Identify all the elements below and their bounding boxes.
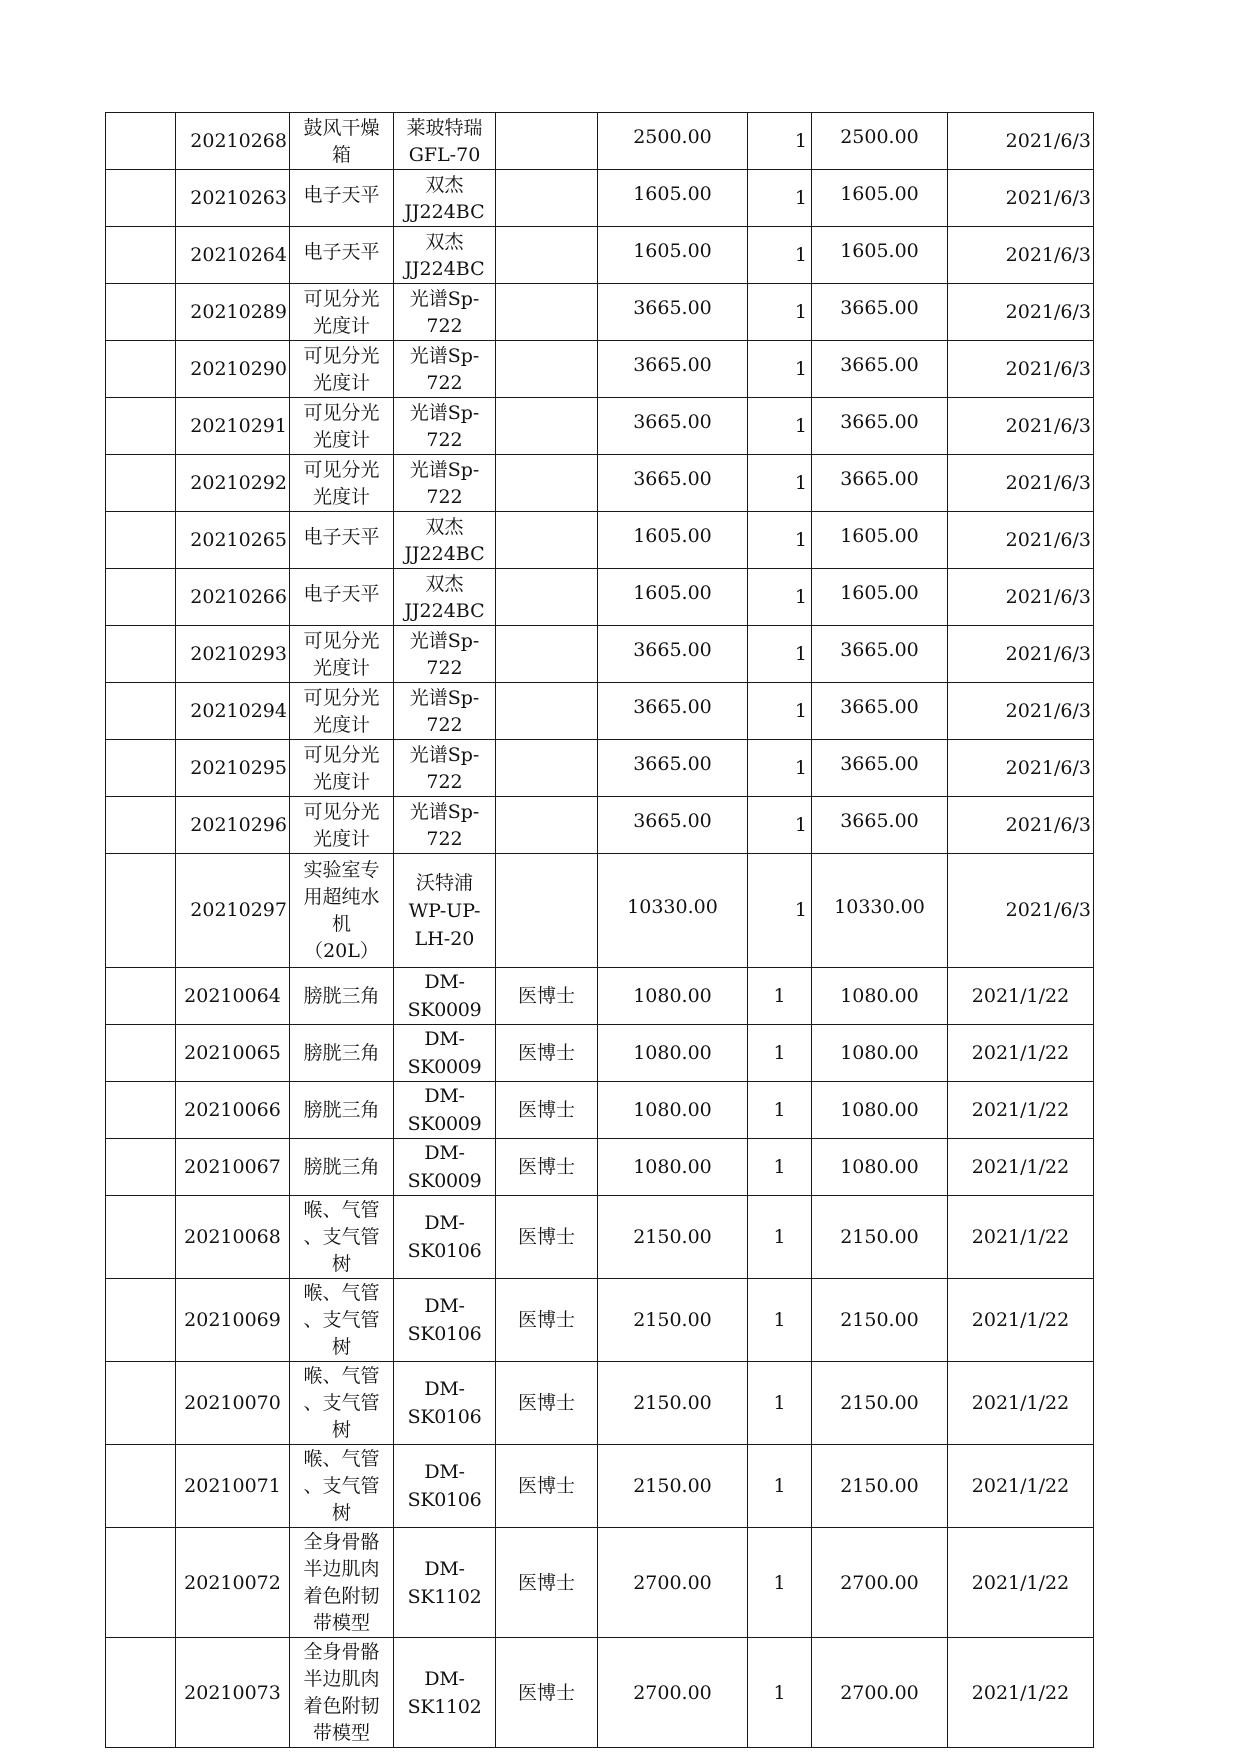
seq-cell bbox=[106, 797, 176, 854]
seq-cell bbox=[106, 854, 176, 968]
unit-price-cell: 1605.00 bbox=[598, 569, 748, 626]
model-cell: 光谱Sp- 722 bbox=[394, 683, 496, 740]
seq-cell bbox=[106, 683, 176, 740]
model-cell: 双杰 JJ224BC bbox=[394, 227, 496, 284]
maker-cell bbox=[496, 740, 598, 797]
unit-price-cell: 1605.00 bbox=[598, 512, 748, 569]
seq-cell bbox=[106, 1445, 176, 1528]
item-name-cell: 可见分光 光度计 bbox=[290, 455, 394, 512]
unit-price-cell: 2150.00 bbox=[598, 1196, 748, 1279]
item-name-cell: 膀胱三角 bbox=[290, 1082, 394, 1139]
table-row bbox=[106, 1279, 1094, 1362]
item-name-cell: 电子天平 bbox=[290, 227, 394, 284]
unit-price-cell: 2150.00 bbox=[598, 1445, 748, 1528]
seq-cell bbox=[106, 1082, 176, 1139]
amount-cell: 2700.00 bbox=[812, 1638, 948, 1748]
seq-cell bbox=[106, 968, 176, 1025]
table-row bbox=[106, 1196, 1094, 1279]
maker-cell bbox=[496, 854, 598, 968]
table-row bbox=[106, 512, 1094, 569]
purchase-date-cell: 2021/6/3 bbox=[948, 854, 1094, 968]
table-row bbox=[106, 740, 1094, 797]
model-cell: 光谱Sp- 722 bbox=[394, 455, 496, 512]
purchase-date-cell: 2021/6/3 bbox=[948, 170, 1094, 227]
amount-cell: 2150.00 bbox=[812, 1362, 948, 1445]
item-name-cell: 可见分光 光度计 bbox=[290, 284, 394, 341]
asset-id-cell: 20210292 bbox=[176, 455, 290, 512]
amount-cell: 10330.00 bbox=[812, 854, 948, 968]
amount-cell: 1080.00 bbox=[812, 1082, 948, 1139]
item-name-cell: 喉、气管 、支气管 树 bbox=[290, 1445, 394, 1528]
table-row bbox=[106, 227, 1094, 284]
seq-cell bbox=[106, 1362, 176, 1445]
seq-cell bbox=[106, 1196, 176, 1279]
quantity-cell: 1 bbox=[748, 797, 812, 854]
table-row bbox=[106, 626, 1094, 683]
asset-id-cell: 20210064 bbox=[176, 968, 290, 1025]
model-cell: DM-SK1102 bbox=[394, 1638, 496, 1748]
model-cell: 光谱Sp- 722 bbox=[394, 626, 496, 683]
asset-id-cell: 20210293 bbox=[176, 626, 290, 683]
maker-cell: 医博士 bbox=[496, 1445, 598, 1528]
item-name-cell: 可见分光 光度计 bbox=[290, 398, 394, 455]
model-cell: 沃特浦 WP-UP- LH-20 bbox=[394, 854, 496, 968]
table-row bbox=[106, 113, 1094, 170]
asset-id-cell: 20210067 bbox=[176, 1139, 290, 1196]
maker-cell: 医博士 bbox=[496, 1638, 598, 1748]
table-row bbox=[106, 683, 1094, 740]
amount-cell: 3665.00 bbox=[812, 740, 948, 797]
maker-cell: 医博士 bbox=[496, 1362, 598, 1445]
table-row bbox=[106, 1025, 1094, 1082]
item-name-cell: 电子天平 bbox=[290, 170, 394, 227]
seq-cell bbox=[106, 113, 176, 170]
purchase-date-cell: 2021/6/3 bbox=[948, 284, 1094, 341]
purchase-date-cell: 2021/1/22 bbox=[948, 1638, 1094, 1748]
unit-price-cell: 2150.00 bbox=[598, 1279, 748, 1362]
amount-cell: 2150.00 bbox=[812, 1445, 948, 1528]
amount-cell: 1080.00 bbox=[812, 968, 948, 1025]
model-cell: 光谱Sp- 722 bbox=[394, 398, 496, 455]
amount-cell: 2150.00 bbox=[812, 1196, 948, 1279]
unit-price-cell: 10330.00 bbox=[598, 854, 748, 968]
model-cell: 光谱Sp- 722 bbox=[394, 797, 496, 854]
table-row bbox=[106, 569, 1094, 626]
model-cell: DM-SK1102 bbox=[394, 1528, 496, 1638]
item-name-cell: 喉、气管 、支气管 树 bbox=[290, 1196, 394, 1279]
item-name-cell: 喉、气管 、支气管 树 bbox=[290, 1279, 394, 1362]
purchase-date-cell: 2021/6/3 bbox=[948, 740, 1094, 797]
quantity-cell: 1 bbox=[748, 1082, 812, 1139]
unit-price-cell: 1605.00 bbox=[598, 170, 748, 227]
model-cell: DM-SK0009 bbox=[394, 1025, 496, 1082]
asset-id-cell: 20210065 bbox=[176, 1025, 290, 1082]
asset-id-cell: 20210263 bbox=[176, 170, 290, 227]
amount-cell: 3665.00 bbox=[812, 341, 948, 398]
maker-cell bbox=[496, 455, 598, 512]
maker-cell bbox=[496, 569, 598, 626]
table-row bbox=[106, 1638, 1094, 1748]
table-row bbox=[106, 854, 1094, 968]
asset-id-cell: 20210297 bbox=[176, 854, 290, 968]
amount-cell: 1605.00 bbox=[812, 227, 948, 284]
asset-id-cell: 20210073 bbox=[176, 1638, 290, 1748]
ledger-body bbox=[106, 113, 1094, 1748]
model-cell: DM-SK0106 bbox=[394, 1362, 496, 1445]
unit-price-cell: 2700.00 bbox=[598, 1638, 748, 1748]
amount-cell: 1605.00 bbox=[812, 170, 948, 227]
maker-cell: 医博士 bbox=[496, 1082, 598, 1139]
unit-price-cell: 3665.00 bbox=[598, 797, 748, 854]
amount-cell: 2150.00 bbox=[812, 1279, 948, 1362]
maker-cell: 医博士 bbox=[496, 968, 598, 1025]
item-name-cell: 膀胱三角 bbox=[290, 968, 394, 1025]
purchase-date-cell: 2021/6/3 bbox=[948, 626, 1094, 683]
amount-cell: 1080.00 bbox=[812, 1139, 948, 1196]
asset-id-cell: 20210071 bbox=[176, 1445, 290, 1528]
item-name-cell: 可见分光 光度计 bbox=[290, 626, 394, 683]
purchase-date-cell: 2021/6/3 bbox=[948, 227, 1094, 284]
item-name-cell: 电子天平 bbox=[290, 569, 394, 626]
maker-cell bbox=[496, 284, 598, 341]
unit-price-cell: 2700.00 bbox=[598, 1528, 748, 1638]
asset-id-cell: 20210265 bbox=[176, 512, 290, 569]
table-row bbox=[106, 1445, 1094, 1528]
model-cell: DM-SK0106 bbox=[394, 1279, 496, 1362]
maker-cell bbox=[496, 797, 598, 854]
maker-cell bbox=[496, 626, 598, 683]
asset-id-cell: 20210268 bbox=[176, 113, 290, 170]
seq-cell bbox=[106, 1528, 176, 1638]
unit-price-cell: 3665.00 bbox=[598, 626, 748, 683]
quantity-cell: 1 bbox=[748, 569, 812, 626]
quantity-cell: 1 bbox=[748, 854, 812, 968]
maker-cell: 医博士 bbox=[496, 1528, 598, 1638]
quantity-cell: 1 bbox=[748, 1638, 812, 1748]
seq-cell bbox=[106, 398, 176, 455]
unit-price-cell: 2150.00 bbox=[598, 1362, 748, 1445]
purchase-date-cell: 2021/6/3 bbox=[948, 797, 1094, 854]
seq-cell bbox=[106, 1139, 176, 1196]
quantity-cell: 1 bbox=[748, 626, 812, 683]
unit-price-cell: 3665.00 bbox=[598, 398, 748, 455]
unit-price-cell: 1080.00 bbox=[598, 1139, 748, 1196]
maker-cell: 医博士 bbox=[496, 1139, 598, 1196]
table-row bbox=[106, 398, 1094, 455]
model-cell: DM-SK0106 bbox=[394, 1196, 496, 1279]
seq-cell bbox=[106, 455, 176, 512]
asset-id-cell: 20210072 bbox=[176, 1528, 290, 1638]
quantity-cell: 1 bbox=[748, 341, 812, 398]
seq-cell bbox=[106, 569, 176, 626]
table-row bbox=[106, 284, 1094, 341]
model-cell: 双杰 JJ224BC bbox=[394, 170, 496, 227]
model-cell: DM-SK0106 bbox=[394, 1445, 496, 1528]
item-name-cell: 实验室专 用超纯水 机 （20L） bbox=[290, 854, 394, 968]
item-name-cell: 可见分光 光度计 bbox=[290, 740, 394, 797]
model-cell: 光谱Sp- 722 bbox=[394, 740, 496, 797]
amount-cell: 2500.00 bbox=[812, 113, 948, 170]
purchase-date-cell: 2021/6/3 bbox=[948, 113, 1094, 170]
item-name-cell: 可见分光 光度计 bbox=[290, 341, 394, 398]
seq-cell bbox=[106, 170, 176, 227]
asset-id-cell: 20210290 bbox=[176, 341, 290, 398]
asset-id-cell: 20210296 bbox=[176, 797, 290, 854]
model-cell: 莱玻特瑞 GFL-70 bbox=[394, 113, 496, 170]
purchase-date-cell: 2021/1/22 bbox=[948, 1445, 1094, 1528]
purchase-date-cell: 2021/6/3 bbox=[948, 455, 1094, 512]
item-name-cell: 电子天平 bbox=[290, 512, 394, 569]
quantity-cell: 1 bbox=[748, 170, 812, 227]
maker-cell: 医博士 bbox=[496, 1196, 598, 1279]
purchase-date-cell: 2021/1/22 bbox=[948, 1279, 1094, 1362]
purchase-date-cell: 2021/1/22 bbox=[948, 1528, 1094, 1638]
amount-cell: 3665.00 bbox=[812, 683, 948, 740]
quantity-cell: 1 bbox=[748, 512, 812, 569]
purchase-date-cell: 2021/1/22 bbox=[948, 1362, 1094, 1445]
amount-cell: 3665.00 bbox=[812, 626, 948, 683]
asset-id-cell: 20210289 bbox=[176, 284, 290, 341]
unit-price-cell: 3665.00 bbox=[598, 341, 748, 398]
model-cell: DM-SK0009 bbox=[394, 968, 496, 1025]
model-cell: 光谱Sp- 722 bbox=[394, 341, 496, 398]
item-name-cell: 可见分光 光度计 bbox=[290, 683, 394, 740]
maker-cell bbox=[496, 113, 598, 170]
quantity-cell: 1 bbox=[748, 968, 812, 1025]
seq-cell bbox=[106, 512, 176, 569]
asset-id-cell: 20210069 bbox=[176, 1279, 290, 1362]
quantity-cell: 1 bbox=[748, 1196, 812, 1279]
purchase-date-cell: 2021/1/22 bbox=[948, 1025, 1094, 1082]
maker-cell bbox=[496, 398, 598, 455]
unit-price-cell: 3665.00 bbox=[598, 455, 748, 512]
quantity-cell: 1 bbox=[748, 113, 812, 170]
quantity-cell: 1 bbox=[748, 284, 812, 341]
maker-cell: 医博士 bbox=[496, 1279, 598, 1362]
asset-id-cell: 20210266 bbox=[176, 569, 290, 626]
model-cell: DM-SK0009 bbox=[394, 1139, 496, 1196]
unit-price-cell: 3665.00 bbox=[598, 284, 748, 341]
amount-cell: 1605.00 bbox=[812, 512, 948, 569]
quantity-cell: 1 bbox=[748, 455, 812, 512]
seq-cell bbox=[106, 1025, 176, 1082]
table-row bbox=[106, 1528, 1094, 1638]
asset-id-cell: 20210070 bbox=[176, 1362, 290, 1445]
table-row bbox=[106, 170, 1094, 227]
asset-id-cell: 20210291 bbox=[176, 398, 290, 455]
item-name-cell: 膀胱三角 bbox=[290, 1025, 394, 1082]
quantity-cell: 1 bbox=[748, 1528, 812, 1638]
asset-id-cell: 20210295 bbox=[176, 740, 290, 797]
maker-cell: 医博士 bbox=[496, 1025, 598, 1082]
amount-cell: 1080.00 bbox=[812, 1025, 948, 1082]
item-name-cell: 全身骨骼 半边肌肉 着色附韧 带模型 bbox=[290, 1638, 394, 1748]
quantity-cell: 1 bbox=[748, 227, 812, 284]
model-cell: DM-SK0009 bbox=[394, 1082, 496, 1139]
table-row bbox=[106, 1139, 1094, 1196]
table-row bbox=[106, 797, 1094, 854]
table-row bbox=[106, 1082, 1094, 1139]
seq-cell bbox=[106, 626, 176, 683]
table-row bbox=[106, 455, 1094, 512]
unit-price-cell: 3665.00 bbox=[598, 683, 748, 740]
amount-cell: 3665.00 bbox=[812, 797, 948, 854]
unit-price-cell: 3665.00 bbox=[598, 740, 748, 797]
asset-id-cell: 20210066 bbox=[176, 1082, 290, 1139]
unit-price-cell: 1080.00 bbox=[598, 968, 748, 1025]
unit-price-cell: 1080.00 bbox=[598, 1082, 748, 1139]
purchase-date-cell: 2021/1/22 bbox=[948, 1139, 1094, 1196]
unit-price-cell: 1605.00 bbox=[598, 227, 748, 284]
asset-id-cell: 20210068 bbox=[176, 1196, 290, 1279]
quantity-cell: 1 bbox=[748, 398, 812, 455]
item-name-cell: 膀胱三角 bbox=[290, 1139, 394, 1196]
seq-cell bbox=[106, 1279, 176, 1362]
model-cell: 双杰 JJ224BC bbox=[394, 569, 496, 626]
purchase-date-cell: 2021/1/22 bbox=[948, 968, 1094, 1025]
item-name-cell: 全身骨骼 半边肌肉 着色附韧 带模型 bbox=[290, 1528, 394, 1638]
quantity-cell: 1 bbox=[748, 683, 812, 740]
amount-cell: 3665.00 bbox=[812, 455, 948, 512]
seq-cell bbox=[106, 341, 176, 398]
model-cell: 双杰 JJ224BC bbox=[394, 512, 496, 569]
quantity-cell: 1 bbox=[748, 740, 812, 797]
purchase-date-cell: 2021/6/3 bbox=[948, 341, 1094, 398]
item-name-cell: 鼓风干燥 箱 bbox=[290, 113, 394, 170]
table-row bbox=[106, 341, 1094, 398]
amount-cell: 1605.00 bbox=[812, 569, 948, 626]
unit-price-cell: 1080.00 bbox=[598, 1025, 748, 1082]
table-row bbox=[106, 1362, 1094, 1445]
purchase-date-cell: 2021/6/3 bbox=[948, 683, 1094, 740]
quantity-cell: 1 bbox=[748, 1445, 812, 1528]
purchase-date-cell: 2021/6/3 bbox=[948, 569, 1094, 626]
purchase-date-cell: 2021/1/22 bbox=[948, 1196, 1094, 1279]
asset-id-cell: 20210294 bbox=[176, 683, 290, 740]
item-name-cell: 可见分光 光度计 bbox=[290, 797, 394, 854]
amount-cell: 2700.00 bbox=[812, 1528, 948, 1638]
quantity-cell: 1 bbox=[748, 1025, 812, 1082]
quantity-cell: 1 bbox=[748, 1139, 812, 1196]
amount-cell: 3665.00 bbox=[812, 398, 948, 455]
quantity-cell: 1 bbox=[748, 1362, 812, 1445]
purchase-date-cell: 2021/6/3 bbox=[948, 512, 1094, 569]
seq-cell bbox=[106, 284, 176, 341]
unit-price-cell: 2500.00 bbox=[598, 113, 748, 170]
maker-cell bbox=[496, 683, 598, 740]
maker-cell bbox=[496, 227, 598, 284]
seq-cell bbox=[106, 1638, 176, 1748]
maker-cell bbox=[496, 512, 598, 569]
maker-cell bbox=[496, 341, 598, 398]
maker-cell bbox=[496, 170, 598, 227]
purchase-date-cell: 2021/1/22 bbox=[948, 1082, 1094, 1139]
equipment-ledger-table bbox=[105, 112, 1094, 1748]
asset-id-cell: 20210264 bbox=[176, 227, 290, 284]
seq-cell bbox=[106, 227, 176, 284]
seq-cell bbox=[106, 740, 176, 797]
table-row bbox=[106, 968, 1094, 1025]
item-name-cell: 喉、气管 、支气管 树 bbox=[290, 1362, 394, 1445]
model-cell: 光谱Sp- 722 bbox=[394, 284, 496, 341]
purchase-date-cell: 2021/6/3 bbox=[948, 398, 1094, 455]
quantity-cell: 1 bbox=[748, 1279, 812, 1362]
amount-cell: 3665.00 bbox=[812, 284, 948, 341]
